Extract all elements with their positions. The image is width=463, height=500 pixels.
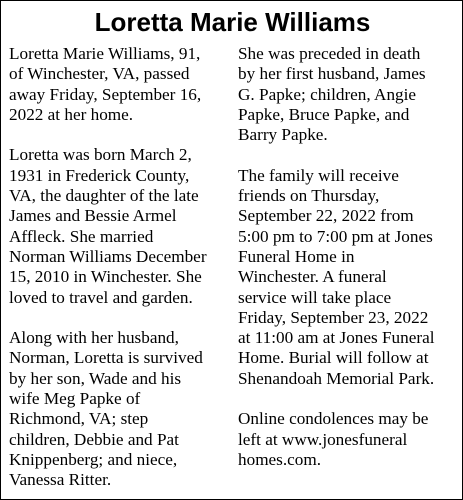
text-line: Shenandoah Memorial Park. [238, 368, 435, 388]
text-line: Along with her husband, [9, 328, 179, 348]
text-line: of Winchester, VA, passed [9, 64, 190, 84]
paragraph-services [238, 166, 462, 389]
text-line: 2022 at her home. [9, 104, 134, 124]
obituary-title: Loretta Marie Williams [94, 7, 371, 37]
text-line: Affleck. She married [9, 226, 154, 246]
text-line: Funeral Home in [238, 246, 355, 266]
paragraph-condolences [238, 409, 462, 470]
text-line: VA, the daughter of the late [9, 186, 199, 206]
text-line: Loretta was born March 2, [9, 145, 192, 165]
text-line: children, Debbie and Pat [9, 429, 179, 449]
text-line: by her first husband, James [238, 64, 426, 84]
text-line: 5:00 pm to 7:00 pm at Jones [238, 226, 433, 246]
text-line: by her son, Wade and his [9, 368, 182, 388]
text-line: service will take place [238, 287, 392, 307]
text-line: Norman Williams December [9, 246, 207, 266]
paragraph-death-notice [9, 44, 239, 125]
paragraph-preceded-in-death [238, 44, 462, 145]
text-line: 15, 2010 in Winchester. She [9, 267, 202, 287]
text-line: Home. Burial will follow at [238, 348, 429, 368]
text-line: 1931 in Frederick County, [9, 165, 190, 185]
text-line: Winchester. A funeral [238, 267, 387, 287]
text-line: Friday, September 23, 2022 [238, 307, 429, 327]
text-line: Papke, Bruce Papke, and [238, 104, 410, 124]
text-line: G. Papke; children, Angie [238, 84, 417, 104]
text-line: Barry Papke. [238, 125, 328, 145]
text-line: Vanessa Ritter. [9, 470, 112, 490]
paragraph-biography [9, 145, 239, 307]
text-line: She was preceded in death [238, 44, 421, 63]
text-line: The family will receive [238, 165, 399, 185]
text-line: Norman, Loretta is survived [9, 348, 203, 368]
text-line: away Friday, September 16, [9, 84, 202, 104]
text-line: left at www.jonesfuneral [238, 429, 408, 449]
text-line: Knippenberg; and niece, [9, 449, 178, 469]
left-column [9, 44, 239, 491]
text-line: at 11:00 am at Jones Funeral [238, 328, 435, 348]
text-line: wife Meg Papke of [9, 389, 141, 409]
text-line: homes.com. [238, 449, 322, 469]
text-line: Richmond, VA; step [9, 409, 149, 429]
right-column [238, 44, 462, 470]
text-line: September 22, 2022 from [238, 206, 414, 226]
text-line: Online condolences may be [238, 409, 429, 429]
text-line: loved to travel and garden. [9, 287, 193, 307]
text-line: Loretta Marie Williams, 91, [9, 44, 201, 63]
paragraph-survivors [9, 328, 239, 490]
text-line: James and Bessie Armel [9, 206, 177, 226]
text-line: friends on Thursday, [238, 186, 380, 206]
